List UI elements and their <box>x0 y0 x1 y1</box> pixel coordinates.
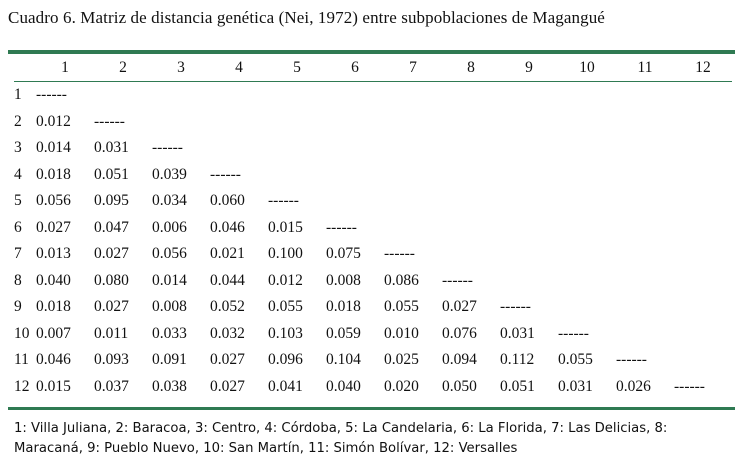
table-cell <box>442 162 500 189</box>
table-cell <box>674 135 732 162</box>
table-cell: ------ <box>384 245 415 263</box>
table-cell <box>558 135 616 162</box>
table-cell: 0.011 <box>94 324 129 342</box>
table-cell: 0.040 <box>36 271 71 289</box>
table-cell: 0.013 <box>36 245 71 263</box>
table-cell <box>442 215 500 242</box>
table-cell: 0.076 <box>442 324 477 342</box>
table-cell <box>442 188 500 215</box>
table-cell <box>674 268 732 295</box>
table-row <box>14 162 732 189</box>
table-cell: 0.027 <box>94 298 129 316</box>
table-cell <box>384 215 442 242</box>
table-cell <box>500 241 558 268</box>
table-cell: 0.055 <box>268 298 303 316</box>
table-cell: 0.008 <box>152 298 187 316</box>
table-cell: 0.094 <box>442 351 477 369</box>
table-cell <box>268 109 326 136</box>
table-cell: 0.095 <box>94 192 129 210</box>
table-cell: 0.027 <box>210 377 245 395</box>
table-cell <box>616 109 674 136</box>
table-cell <box>616 241 674 268</box>
table-cell <box>384 109 442 136</box>
header-corner <box>14 55 36 82</box>
table-cell: 0.027 <box>94 245 129 263</box>
table-cell: 0.055 <box>558 351 593 369</box>
table-cell <box>674 162 732 189</box>
column-header: 3 <box>152 55 210 82</box>
table-cell: 0.027 <box>36 218 71 236</box>
table-cell <box>152 109 210 136</box>
table-cell <box>326 82 384 109</box>
table-cell <box>210 82 268 109</box>
table-cell <box>674 109 732 136</box>
table-cell: 0.091 <box>152 351 187 369</box>
table-cell: 0.044 <box>210 271 245 289</box>
table-cell: 0.100 <box>268 245 303 263</box>
table-cell: 0.039 <box>152 165 187 183</box>
table-cell: 0.031 <box>500 324 535 342</box>
table-cell: 0.112 <box>500 351 535 369</box>
column-header: 9 <box>500 55 558 82</box>
row-label: 1 <box>14 86 22 104</box>
table-cell: 0.056 <box>36 192 71 210</box>
table-row <box>14 374 732 401</box>
table-cell: 0.056 <box>152 245 187 263</box>
table-cell <box>384 135 442 162</box>
table-cell: 0.051 <box>94 165 129 183</box>
table-cell <box>616 82 674 109</box>
table-cell <box>326 109 384 136</box>
column-header: 10 <box>558 55 616 82</box>
table-cell: 0.014 <box>152 271 187 289</box>
table-cell <box>616 135 674 162</box>
row-label: 8 <box>14 271 22 289</box>
row-label: 11 <box>14 351 29 369</box>
table-cell: 0.046 <box>210 218 245 236</box>
table-cell <box>558 109 616 136</box>
table-cell: 0.034 <box>152 192 187 210</box>
table-cell: 0.047 <box>94 218 129 236</box>
column-header: 4 <box>210 55 268 82</box>
table-cell <box>326 162 384 189</box>
table-row <box>14 268 732 295</box>
table-cell <box>558 82 616 109</box>
table-cell: 0.060 <box>210 192 245 210</box>
table-cell: 0.059 <box>326 324 361 342</box>
table-cell: 0.104 <box>326 351 361 369</box>
table-cell: 0.008 <box>326 271 361 289</box>
table-cell: 0.032 <box>210 324 245 342</box>
table-cell <box>268 162 326 189</box>
table-cell: 0.033 <box>152 324 187 342</box>
table-body <box>14 82 732 401</box>
table-cell: 0.055 <box>384 298 419 316</box>
table-cell <box>500 135 558 162</box>
column-header: 7 <box>384 55 442 82</box>
table-cell: 0.015 <box>36 377 71 395</box>
table-cell: 0.012 <box>268 271 303 289</box>
table-cell <box>210 109 268 136</box>
table-cell <box>500 162 558 189</box>
table-row <box>14 241 732 268</box>
table-cell: 0.046 <box>36 351 71 369</box>
table-cell: 0.018 <box>326 298 361 316</box>
table-cell <box>94 82 152 109</box>
table-cell <box>500 215 558 242</box>
table-cell <box>674 347 732 374</box>
table-cell: 0.026 <box>616 377 651 395</box>
table-cell <box>558 241 616 268</box>
bottom-rule <box>8 407 735 410</box>
table-cell <box>558 162 616 189</box>
table-cell: 0.007 <box>36 324 71 342</box>
table-cell: ------ <box>500 298 531 316</box>
table-cell: 0.052 <box>210 298 245 316</box>
table-cell <box>558 294 616 321</box>
table-cell: 0.051 <box>500 377 535 395</box>
row-label: 5 <box>14 192 22 210</box>
table-cell: ------ <box>210 165 241 183</box>
table-cell: 0.093 <box>94 351 129 369</box>
table-cell <box>674 321 732 348</box>
table-cell: 0.010 <box>384 324 419 342</box>
table-cell: 0.025 <box>384 351 419 369</box>
column-header: 1 <box>36 55 94 82</box>
table-cell <box>674 294 732 321</box>
table-cell <box>152 82 210 109</box>
table-cell <box>674 241 732 268</box>
table-cell <box>500 188 558 215</box>
table-cell: 0.040 <box>326 377 361 395</box>
table-cell <box>616 268 674 295</box>
table-cell: 0.075 <box>326 245 361 263</box>
table-cell <box>384 82 442 109</box>
row-label: 6 <box>14 218 22 236</box>
table-cell: 0.041 <box>268 377 303 395</box>
table-cell <box>616 294 674 321</box>
row-label: 4 <box>14 165 22 183</box>
table-cell: 0.037 <box>94 377 129 395</box>
table-row <box>14 215 732 242</box>
column-header: 11 <box>616 55 674 82</box>
legend-text: 1: Villa Juliana, 2: Baracoa, 3: Centro, 4: Córdoba, 5: La Candelaria, 6: La Florida, 7: Las Delicias, 8: Maracaná, 9: Pueblo Nuevo, 10: San Martín, 11: Simón Bolívar, 12: Versalles <box>14 421 668 456</box>
table-cell: 0.038 <box>152 377 187 395</box>
table-cell <box>616 162 674 189</box>
table-row <box>14 347 732 374</box>
table-cell <box>268 135 326 162</box>
header-row <box>14 55 732 82</box>
table-cell: ------ <box>36 86 67 104</box>
table-row <box>14 188 732 215</box>
table-header <box>14 55 732 82</box>
table-cell <box>616 188 674 215</box>
table-row <box>14 321 732 348</box>
table-row <box>14 294 732 321</box>
column-header: 8 <box>442 55 500 82</box>
table-cell: 0.031 <box>94 139 129 157</box>
row-label: 12 <box>14 377 30 395</box>
table-cell: 0.031 <box>558 377 593 395</box>
table-cell: 0.018 <box>36 165 71 183</box>
table-cell <box>500 268 558 295</box>
table-cell: 0.020 <box>384 377 419 395</box>
table-cell: ------ <box>616 351 647 369</box>
table-cell: 0.006 <box>152 218 187 236</box>
table-cell: 0.021 <box>210 245 245 263</box>
table-cell: ------ <box>268 192 299 210</box>
table-cell <box>442 135 500 162</box>
table-cell <box>558 215 616 242</box>
table-cell <box>674 188 732 215</box>
table-cell <box>326 135 384 162</box>
table-cell <box>384 162 442 189</box>
table-cell: 0.103 <box>268 324 303 342</box>
table-row <box>14 135 732 162</box>
table-cell <box>616 321 674 348</box>
table-cell: ------ <box>674 377 705 395</box>
table-cell: 0.050 <box>442 377 477 395</box>
table-cell <box>500 82 558 109</box>
table-row <box>14 109 732 136</box>
table-cell <box>210 135 268 162</box>
distance-matrix-table <box>14 55 732 400</box>
row-label: 2 <box>14 112 22 130</box>
row-label: 9 <box>14 298 22 316</box>
table-cell: ------ <box>558 324 589 342</box>
table-cell: 0.096 <box>268 351 303 369</box>
table-cell <box>384 188 442 215</box>
table-cell <box>442 241 500 268</box>
row-label: 10 <box>14 324 30 342</box>
table-cell <box>500 109 558 136</box>
table-cell: ------ <box>442 271 473 289</box>
table-caption: Cuadro 6. Matriz de distancia genética (Nei, 1972) entre subpoblaciones de Magangué <box>8 8 605 27</box>
table-cell: 0.015 <box>268 218 303 236</box>
table-cell: ------ <box>152 139 183 157</box>
table-cell: 0.086 <box>384 271 419 289</box>
table-cell <box>442 82 500 109</box>
table-cell: 0.014 <box>36 139 71 157</box>
top-rule <box>8 50 735 54</box>
table-cell <box>326 188 384 215</box>
column-header: 2 <box>94 55 152 82</box>
table-cell: 0.012 <box>36 112 71 130</box>
table-cell <box>616 215 674 242</box>
table-cell <box>674 82 732 109</box>
table-cell <box>442 109 500 136</box>
table-cell: 0.027 <box>442 298 477 316</box>
column-header: 6 <box>326 55 384 82</box>
table-cell <box>674 215 732 242</box>
table-cell: 0.080 <box>94 271 129 289</box>
table-cell <box>558 188 616 215</box>
table-cell <box>558 268 616 295</box>
column-header: 12 <box>674 55 732 82</box>
table-cell <box>268 82 326 109</box>
table-cell: 0.018 <box>36 298 71 316</box>
table-cell: ------ <box>94 112 125 130</box>
row-label: 7 <box>14 245 22 263</box>
table-row <box>14 82 732 109</box>
table-cell: ------ <box>326 218 357 236</box>
row-label: 3 <box>14 139 22 157</box>
table-cell: 0.027 <box>210 351 245 369</box>
column-header: 5 <box>268 55 326 82</box>
